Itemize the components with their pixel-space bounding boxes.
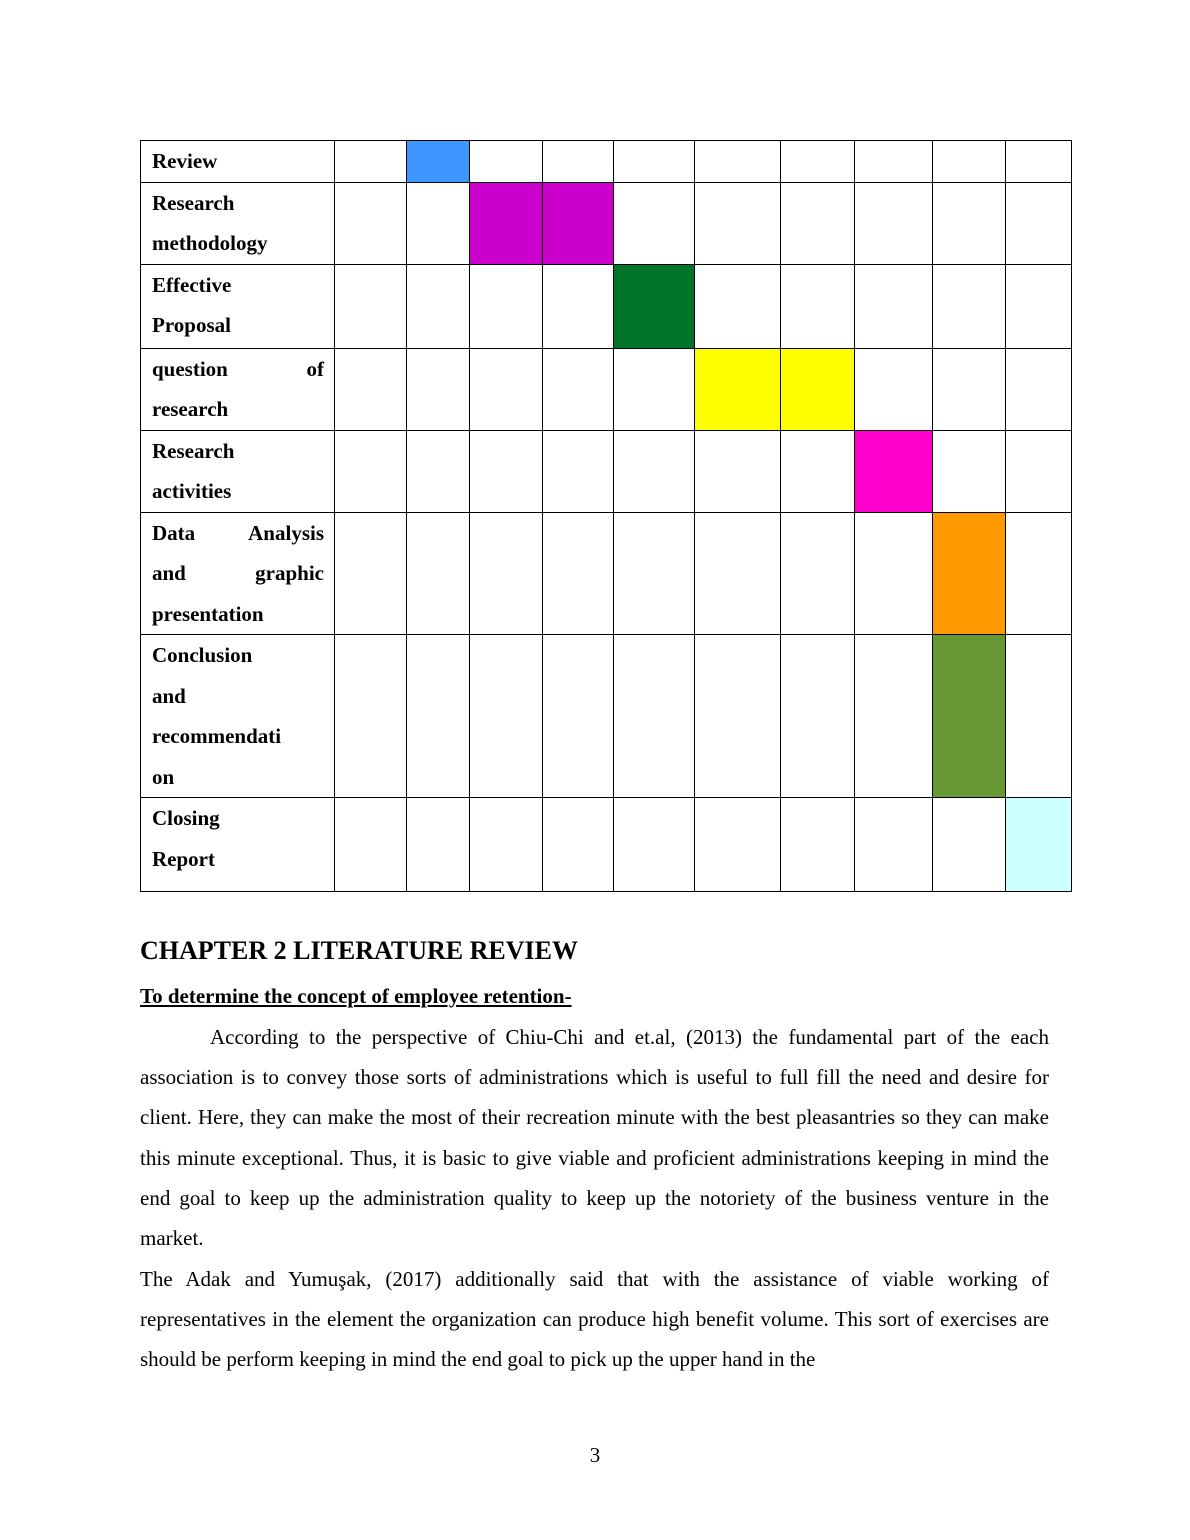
timeline-cell [695,264,781,348]
timeline-cell [933,348,1006,430]
timeline-cell [781,798,855,892]
timeline-cell [470,348,543,430]
timeline-cell [855,348,933,430]
timeline-cell [543,635,614,798]
timeline-cell [855,798,933,892]
timeline-cell [1006,348,1072,430]
timeline-cell [335,264,407,348]
timeline-cell [933,798,1006,892]
timeline-cell [543,141,614,183]
timeline-cell [695,430,781,512]
timeline-cell [781,512,855,635]
timeline-cell [407,182,470,264]
task-label: Effective Proposal [141,264,335,348]
timeline-bar [933,635,1006,798]
timeline-cell [1006,141,1072,183]
timeline-cell [933,182,1006,264]
timeline-cell [695,141,781,183]
timeline-cell [695,182,781,264]
page-number: 3 [589,1443,601,1467]
timeline-cell [543,512,614,635]
timeline-cell [695,635,781,798]
task-label: question of research [141,348,335,430]
task-label: Closing Report [141,798,335,892]
task-label: Data Analysis and graphic presentation [141,512,335,635]
timeline-cell [543,430,614,512]
gantt-table [140,140,1072,892]
timeline-cell [781,635,855,798]
timeline-cell [614,798,695,892]
timeline-cell [933,141,1006,183]
timeline-cell [470,264,543,348]
timeline-cell [1006,635,1072,798]
timeline-cell [335,798,407,892]
timeline-cell [781,182,855,264]
gantt-row [141,141,1072,183]
timeline-cell [855,141,933,183]
timeline-cell [781,430,855,512]
gantt-row [141,635,1072,798]
timeline-cell [695,512,781,635]
timeline-bar [781,348,855,430]
timeline-cell [470,798,543,892]
body-paragraph: According to the perspective of Chiu-Chi and et.al, (2013) the fundamental part of the each association is to convey those sorts of administrations which is useful to full fill the need and desire for client. Here, they can make the most of their recreation minute with the best pleasantries so they can make this minute exceptional. Thus, it is basic to give viable and proficient administrations keeping in mind the end goal to keep up the administration quality to keep up the notoriety of the business venture in the market. [140,1025,1049,1251]
timeline-cell [335,141,407,183]
timeline-cell [614,635,695,798]
task-label: Research activities [141,430,335,512]
gantt-row [141,798,1072,892]
timeline-cell [335,430,407,512]
timeline-cell [407,264,470,348]
chapter-heading: CHAPTER 2 LITERATURE REVIEW [140,936,578,965]
timeline-cell [335,635,407,798]
timeline-cell [407,635,470,798]
timeline-cell [855,635,933,798]
timeline-cell [543,348,614,430]
timeline-cell [1006,430,1072,512]
timeline-cell [407,348,470,430]
task-label: Conclusion and recommendati on [141,635,335,798]
timeline-cell [781,141,855,183]
gantt-row [141,348,1072,430]
gantt-row [141,182,1072,264]
timeline-cell [470,141,543,183]
timeline-cell [335,512,407,635]
gantt-row [141,512,1072,635]
timeline-cell [614,512,695,635]
timeline-cell [335,182,407,264]
timeline-cell [614,141,695,183]
timeline-cell [1006,264,1072,348]
gantt-row [141,430,1072,512]
timeline-cell [1006,512,1072,635]
timeline-bar [1006,798,1072,892]
task-label: Research methodology [141,182,335,264]
timeline-cell [407,430,470,512]
timeline-cell [855,182,933,264]
timeline-cell [781,264,855,348]
timeline-cell [933,264,1006,348]
timeline-bar [614,264,695,348]
timeline-cell [543,264,614,348]
timeline-cell [1006,182,1072,264]
timeline-bar [543,182,614,264]
body-paragraph: The Adak and Yumuşak, (2017) additionally said that with the assistance of viable working of representatives in the element the organization can produce high benefit volume. This sort of exercises are should be perform keeping in mind the end goal to pick up the upper hand in the [140,1267,1049,1372]
timeline-cell [543,798,614,892]
timeline-cell [470,635,543,798]
timeline-bar [470,182,543,264]
timeline-bar [695,348,781,430]
timeline-cell [470,430,543,512]
timeline-cell [855,264,933,348]
task-label: Review [141,141,335,183]
timeline-cell [614,182,695,264]
timeline-cell [614,348,695,430]
timeline-cell [933,430,1006,512]
timeline-cell [407,798,470,892]
timeline-bar [933,512,1006,635]
timeline-cell [695,798,781,892]
timeline-cell [335,348,407,430]
timeline-cell [470,512,543,635]
timeline-cell [614,430,695,512]
section-subheading: To determine the concept of employee retention- [140,984,572,1008]
timeline-cell [855,512,933,635]
timeline-cell [407,512,470,635]
timeline-bar [407,141,470,183]
gantt-row [141,264,1072,348]
timeline-bar [855,430,933,512]
